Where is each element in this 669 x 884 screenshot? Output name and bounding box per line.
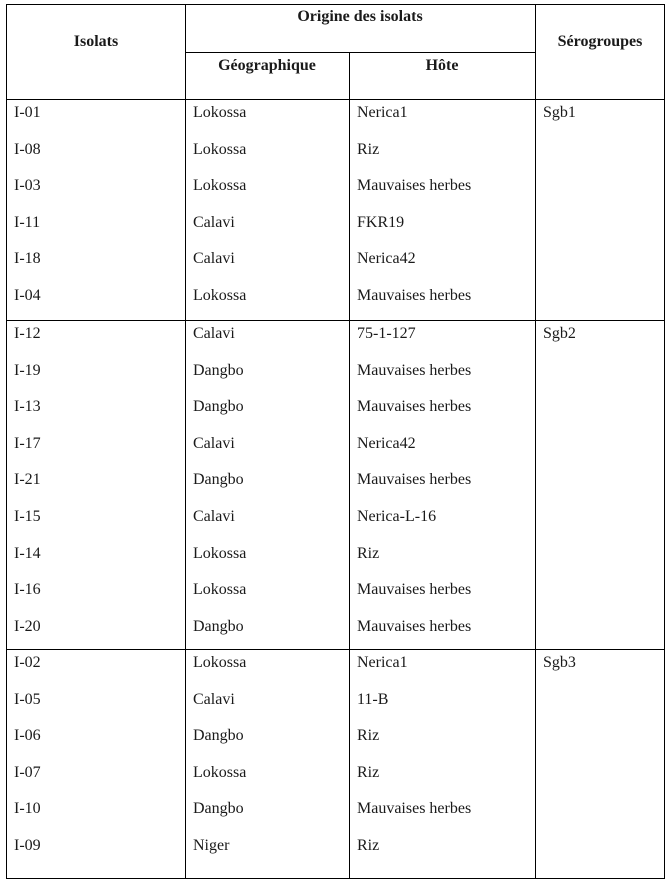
column-divider xyxy=(185,5,186,878)
hote-cell: Nerica1 xyxy=(357,104,408,121)
isolat-cell: I-08 xyxy=(14,140,41,158)
geographique-cell: Dangbo xyxy=(193,471,244,489)
header-hote: Hôte xyxy=(425,57,459,74)
geographique-cell: Dangbo xyxy=(193,800,244,818)
geographique-cell: Dangbo xyxy=(193,398,244,416)
isolat-cell: I-20 xyxy=(14,617,41,635)
header-divider xyxy=(7,99,664,100)
geographique-cell: Calavi xyxy=(193,213,235,231)
hote-cell: Mauvaises herbes xyxy=(357,287,472,304)
hote-cell: Nerica42 xyxy=(357,434,416,452)
isolat-cell: I-16 xyxy=(14,581,41,599)
isolat-cell: I-07 xyxy=(14,763,41,781)
isolat-cell: I-01 xyxy=(14,104,41,121)
geographique-cell: Lokossa xyxy=(193,654,247,671)
column-divider xyxy=(349,53,350,878)
header-isolats: Isolats xyxy=(73,33,119,50)
geographique-cell: Dangbo xyxy=(193,617,244,635)
header-subdivider xyxy=(185,52,535,53)
geographique-cell: Lokossa xyxy=(193,544,247,562)
hote-cell: Mauvaises herbes xyxy=(357,581,472,599)
isolat-cell: I-21 xyxy=(14,471,41,489)
isolat-cell: I-15 xyxy=(14,508,41,525)
geographique-cell: Calavi xyxy=(193,250,235,268)
geographique-cell: Lokossa xyxy=(193,104,247,121)
isolat-cell: I-11 xyxy=(14,213,41,231)
geographique-cell: Lokossa xyxy=(193,140,247,158)
hote-cell: Mauvaises herbes xyxy=(357,800,472,818)
geographique-cell: Niger xyxy=(193,837,230,854)
header-geographique: Géographique xyxy=(218,57,316,74)
hote-cell: Riz xyxy=(357,140,380,158)
header-origine: Origine des isolats xyxy=(297,8,423,25)
geographique-cell: Calavi xyxy=(193,434,235,452)
geographique-cell: Dangbo xyxy=(193,361,244,379)
geographique-cell: Lokossa xyxy=(193,581,247,599)
isolat-cell: I-18 xyxy=(14,250,41,268)
hote-cell: 75-1-127 xyxy=(357,325,416,342)
isolat-cell: I-05 xyxy=(14,690,41,708)
geographique-cell: Lokossa xyxy=(193,287,247,304)
hote-cell: Mauvaises herbes xyxy=(357,177,472,195)
geographique-cell: Calavi xyxy=(193,325,235,342)
hote-cell: Riz xyxy=(357,837,380,854)
isolat-cell: I-10 xyxy=(14,800,41,818)
isolat-cell: I-17 xyxy=(14,434,41,452)
hote-cell: Riz xyxy=(357,763,380,781)
geographique-cell: Dangbo xyxy=(193,727,244,745)
isolat-cell: I-09 xyxy=(14,837,41,854)
isolat-cell: I-02 xyxy=(14,654,41,671)
hote-cell: Nerica1 xyxy=(357,654,408,671)
hote-cell: Mauvaises herbes xyxy=(357,471,472,489)
isolat-cell: I-03 xyxy=(14,177,41,195)
group-divider xyxy=(7,649,664,650)
serogroupe-cell: Sgb2 xyxy=(543,325,576,342)
hote-cell: Mauvaises herbes xyxy=(357,361,472,379)
isolat-cell: I-12 xyxy=(14,325,41,342)
isolat-cell: I-14 xyxy=(14,544,41,562)
hote-cell: 11-B xyxy=(357,690,389,708)
isolat-cell: I-13 xyxy=(14,398,41,416)
header-serogroupes: Sérogroupes xyxy=(557,33,643,50)
hote-cell: FKR19 xyxy=(357,213,405,231)
isolat-cell: I-06 xyxy=(14,727,41,745)
isolat-cell: I-19 xyxy=(14,361,41,379)
hote-cell: Nerica42 xyxy=(357,250,416,268)
hote-cell: Nerica-L-16 xyxy=(357,508,437,525)
geographique-cell: Calavi xyxy=(193,508,235,525)
serogroupe-cell: Sgb1 xyxy=(543,104,576,121)
geographique-cell: Lokossa xyxy=(193,763,247,781)
hote-cell: Mauvaises herbes xyxy=(357,398,472,416)
hote-cell: Riz xyxy=(357,727,380,745)
geographique-cell: Calavi xyxy=(193,690,235,708)
hote-cell: Riz xyxy=(357,544,380,562)
isolates-table xyxy=(6,4,665,879)
isolat-cell: I-04 xyxy=(14,287,41,304)
group-divider xyxy=(7,320,664,321)
geographique-cell: Lokossa xyxy=(193,177,247,195)
column-divider xyxy=(535,5,536,878)
serogroupe-cell: Sgb3 xyxy=(543,654,576,671)
hote-cell: Mauvaises herbes xyxy=(357,617,472,635)
